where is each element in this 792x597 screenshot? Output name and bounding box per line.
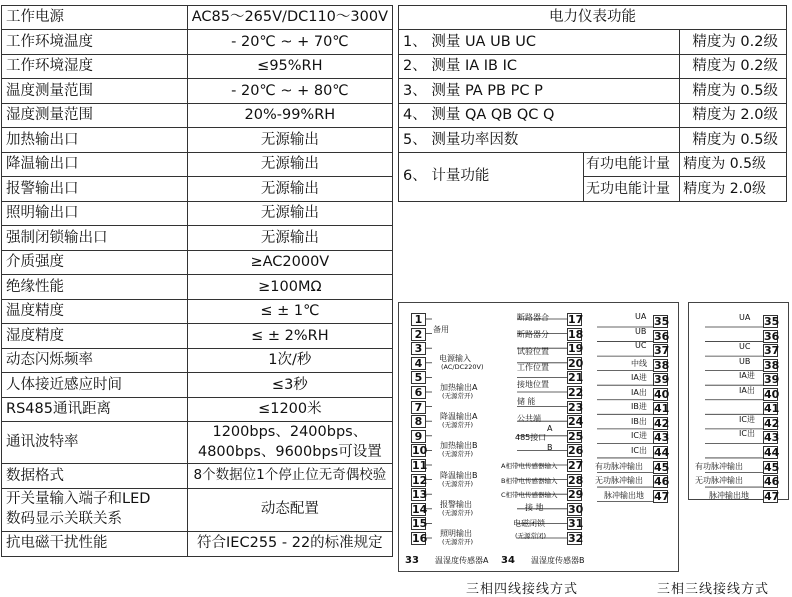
sensor-label: A相带电传感器输入 [501, 462, 558, 470]
terminal-number: 40 [654, 387, 670, 401]
lock-sublabel: (无源常闭) [515, 532, 547, 540]
terminal-label: 降温输出B [440, 470, 478, 480]
spec-label: 工作环境温度 [2, 30, 188, 55]
spec-label: RS485通讯距离 [2, 397, 188, 422]
spec-label: 工作电源 [2, 6, 188, 30]
spec-row [2, 299, 393, 324]
meter-terminal-label: UB [635, 326, 647, 336]
terminal-number: 9 [411, 430, 426, 443]
spec-row [2, 201, 393, 226]
terminal-number: 24 [568, 415, 584, 429]
spec-row [2, 488, 393, 531]
terminal-number: 29 [568, 488, 584, 502]
terminal-number: 12 [412, 473, 428, 487]
bottom-sensor-label: 温湿度传感器A [435, 556, 489, 565]
terminal-number: 39 [654, 373, 670, 387]
spec-value: - 20℃ ~ + 80℃ [187, 79, 392, 104]
terminal-number: 7 [411, 401, 426, 414]
pulse-label: 脉冲输出地 [604, 490, 644, 500]
spec-row [2, 79, 393, 104]
terminal-diagram-3wire [688, 302, 789, 503]
spec-row [2, 30, 393, 55]
spec-label: 湿度测量范围 [2, 103, 188, 128]
spec-row [2, 422, 393, 464]
pulse-label: 脉冲输出地 [709, 490, 749, 500]
spec-value: 无源输出 [187, 226, 392, 251]
terminal-number: 4 [411, 357, 426, 370]
terminal-number: 42 [654, 416, 670, 430]
func-accuracy: 精度为 0.2级 [680, 54, 787, 79]
spec-table [1, 5, 393, 557]
terminal-label: 断路器合 [517, 313, 549, 322]
terminal-label: 加热输出B [440, 441, 478, 451]
terminal-number: 8 [411, 415, 426, 428]
spec-row [2, 152, 393, 177]
spec-row [2, 464, 393, 489]
spec-label: 强制闭锁输出口 [2, 226, 188, 251]
terminal-number: 5 [411, 371, 426, 384]
spec-label: 抗电磁干扰性能 [2, 531, 188, 556]
terminal-sublabel: (无源常开) [442, 538, 474, 546]
terminal-number: 1 [411, 313, 426, 326]
caption-three-phase-four-wire: 三相四线接线方式 [466, 582, 579, 597]
terminal-number: 18 [568, 327, 584, 341]
spec-value: ≤ ± 1℃ [187, 299, 392, 324]
spec-value: ≤95%RH [187, 54, 392, 79]
spec-value: 无源输出 [187, 128, 392, 153]
func-sub-accuracy: 精度为 0.5级 [680, 152, 787, 177]
terminal-number: 17 [568, 313, 584, 326]
terminal-number: 15 [412, 517, 428, 531]
spec-value: 1次/秒 [187, 348, 392, 373]
func-metering-item: 6、 计量功能 [399, 152, 584, 201]
spec-label: 数据格式 [2, 464, 188, 489]
terminal-sublabel: (无源常开) [442, 508, 474, 517]
terminal-number: 38 [764, 358, 780, 372]
spec-row [2, 226, 393, 251]
meter-terminal-label: 中线 [631, 358, 647, 368]
meter-terminal-label: UC [739, 342, 751, 352]
terminal-number: 31 [568, 517, 584, 531]
spec-label: 通讯波特率 [2, 422, 188, 464]
terminal-number: 20 [568, 356, 584, 370]
spec-row [2, 397, 393, 422]
terminal-number: 27 [568, 459, 584, 472]
terminal-label: 报警输出 [440, 499, 472, 509]
spec-row [2, 54, 393, 79]
terminal-number: 23 [568, 400, 584, 414]
spec-value: ≥100MΩ [187, 275, 392, 300]
terminal-number: 37 [764, 344, 780, 358]
spec-row [2, 128, 393, 153]
meter-terminal-label: IA进 [631, 373, 647, 383]
spec-value: 无源输出 [187, 152, 392, 177]
terminal-number: 38 [654, 358, 670, 372]
spec-label: 绝缘性能 [2, 275, 188, 300]
terminal-number: 43 [654, 431, 670, 445]
bottom-terminal-number: 34 [501, 555, 515, 566]
terminal-number: 47 [654, 489, 670, 503]
meter-terminal-label: IB进 [631, 402, 647, 412]
spec-label: 温度测量范围 [2, 79, 188, 104]
spec-value: ≥AC2000V [187, 250, 392, 275]
power-function-table [398, 5, 787, 202]
pulse-label: 有功脉冲输出 [695, 461, 743, 471]
meter-terminal-label: UC [635, 341, 647, 351]
spec-value: 8个数据位1个停止位无奇偶校验 [187, 464, 392, 489]
terminal-sublabel: (无源常开) [442, 421, 474, 430]
terminal-number: 28 [568, 473, 584, 487]
meter-terminal-label: IC进 [631, 431, 647, 441]
power-function-title: 电力仪表功能 [399, 6, 787, 30]
caption-three-phase-three-wire: 三相三线接线方式 [657, 582, 770, 597]
bottom-sensor-label: 温湿度传感器B [531, 556, 585, 565]
rs485-b: B [547, 443, 553, 453]
terminal-number: 3 [411, 342, 426, 355]
spec-value: 1200bps、2400bps、 4800bps、9600bps可设置 [187, 422, 392, 464]
terminal-sublabel: (无源常开) [442, 450, 474, 459]
terminal-sublabel: (AC/DC220V) [441, 362, 484, 371]
rs485-a: A [547, 424, 553, 434]
meter-terminal-label: IC进 [739, 414, 755, 424]
terminal-number: 45 [654, 460, 670, 474]
spec-value: ≤1200米 [187, 397, 392, 422]
lock-label: 电磁闭锁 [513, 519, 545, 529]
terminal-label: 降温输出A [440, 412, 478, 422]
func-item: 2、 测量 IA IB IC [399, 54, 680, 79]
spec-row [2, 6, 393, 30]
terminal-label: 备用 [433, 324, 449, 334]
spec-row [2, 531, 393, 556]
terminal-number: 16 [412, 532, 428, 545]
terminal-number: 13 [412, 488, 428, 502]
rs485-label: 485接口 [515, 433, 547, 443]
terminal-number: 25 [568, 429, 584, 443]
spec-value: 动态配置 [187, 488, 392, 531]
terminal-label: 试验位置 [517, 346, 549, 356]
meter-terminal-label: UA [739, 313, 751, 322]
terminal-number: 39 [764, 373, 780, 387]
pulse-label: 无功脉冲输出 [595, 476, 643, 486]
terminal-number: 6 [411, 386, 426, 399]
func-item: 4、 测量 QA QB QC Q [399, 103, 680, 128]
spec-row [2, 348, 393, 373]
spec-label: 温度精度 [2, 299, 188, 324]
func-item: 1、 测量 UA UB UC [399, 30, 680, 55]
meter-terminal-label: IC出 [631, 445, 647, 455]
terminal-number: 44 [654, 445, 670, 459]
spec-label: 加热输出口 [2, 128, 188, 153]
spec-row [2, 373, 393, 398]
spec-label: 湿度精度 [2, 324, 188, 349]
terminal-label: 断路器分 [517, 329, 549, 339]
spec-row [2, 250, 393, 275]
terminal-number: 11 [412, 459, 428, 472]
spec-label: 降温输出口 [2, 152, 188, 177]
spec-value: ≤3秒 [187, 373, 392, 398]
spec-label: 开关量输入端子和LED 数码显示关联关系 [2, 488, 188, 531]
bottom-terminal-number: 33 [405, 555, 419, 566]
func-accuracy: 精度为 2.0级 [680, 103, 787, 128]
terminal-label: 加热输出A [440, 383, 478, 392]
terminal-number: 36 [654, 329, 670, 343]
func-item: 5、 测量功率因数 [399, 128, 680, 153]
terminal-number: 42 [764, 416, 780, 430]
spec-row [2, 275, 393, 300]
spec-row [2, 324, 393, 349]
terminal-number: 21 [568, 371, 584, 385]
terminal-number: 26 [568, 444, 584, 458]
spec-label: 动态闪烁频率 [2, 348, 188, 373]
terminal-label: 接地位置 [517, 380, 549, 390]
terminal-number: 19 [568, 342, 584, 356]
meter-terminal-label: IA进 [739, 371, 755, 381]
meter-terminal-label: IB出 [631, 416, 647, 426]
terminal-number: 44 [764, 445, 780, 459]
terminal-diagram-main [398, 302, 679, 572]
terminal-number: 46 [764, 475, 780, 489]
terminal-number: 10 [412, 444, 428, 458]
terminal-number: 45 [764, 460, 780, 474]
terminal-number: 40 [764, 387, 780, 401]
meter-terminal-label: IA出 [631, 387, 647, 397]
meter-terminal-label: UA [635, 312, 647, 321]
sensor-label: B相带电传感器输入 [501, 476, 558, 485]
spec-value: ≤ ± 2%RH [187, 324, 392, 349]
spec-value: 无源输出 [187, 201, 392, 226]
terminal-label: 公共端 [517, 413, 541, 423]
terminal-number: 47 [764, 489, 780, 503]
terminal-number: 36 [764, 329, 780, 343]
terminal-number: 41 [764, 402, 780, 416]
func-accuracy: 精度为 0.5级 [680, 128, 787, 153]
terminal-number: 35 [764, 315, 780, 328]
spec-label: 人体接近感应时间 [2, 373, 188, 398]
spec-value: AC85～265V/DC110～300V [187, 6, 392, 30]
terminal-number: 46 [654, 475, 670, 489]
terminal-number: 37 [654, 344, 670, 358]
terminal-label: 储 能 [517, 396, 536, 406]
spec-label: 照明输出口 [2, 201, 188, 226]
pulse-label: 有功脉冲输出 [595, 461, 643, 471]
terminal-number: 14 [412, 502, 428, 516]
terminal-number: 43 [764, 431, 780, 445]
terminal-label: 工作位置 [517, 363, 549, 373]
ground-label: 接 地 [525, 502, 544, 512]
func-sub-name: 有功电能计量 [584, 152, 680, 177]
func-item: 3、 测量 PA PB PC P [399, 79, 680, 104]
spec-value: 无源输出 [187, 177, 392, 202]
func-sub-name: 无功电能计量 [584, 177, 680, 202]
meter-terminal-label: UB [739, 356, 751, 366]
terminal-number: 30 [568, 502, 584, 516]
func-accuracy: 精度为 0.2级 [680, 30, 787, 55]
pulse-label: 无功脉冲输出 [695, 476, 743, 486]
spec-row [2, 103, 393, 128]
terminal-label: 电源输入 [439, 353, 471, 363]
terminal-sublabel: (无源常开) [442, 392, 474, 400]
terminal-number: 22 [568, 386, 584, 399]
spec-value: 符合IEC255 - 22的标准规定 [187, 531, 392, 556]
meter-terminal-label: IC出 [739, 429, 755, 439]
spec-label: 报警输出口 [2, 177, 188, 202]
sensor-label: C相带电传感器输入 [501, 491, 558, 500]
spec-value: - 20℃ ~ + 70℃ [187, 30, 392, 55]
terminal-number: 2 [411, 328, 426, 341]
terminal-label: 照明输出 [440, 529, 472, 538]
terminal-sublabel: (无源常开) [442, 479, 474, 488]
meter-terminal-label: IA出 [739, 385, 755, 395]
terminal-number: 41 [654, 402, 670, 416]
spec-label: 介质强度 [2, 250, 188, 275]
terminal-number: 35 [654, 315, 670, 328]
spec-value: 20%-99%RH [187, 103, 392, 128]
func-accuracy: 精度为 0.5级 [680, 79, 787, 104]
func-sub-accuracy: 精度为 2.0级 [680, 177, 787, 202]
terminal-number: 32 [568, 532, 584, 545]
spec-row [2, 177, 393, 202]
spec-label: 工作环境湿度 [2, 54, 188, 79]
